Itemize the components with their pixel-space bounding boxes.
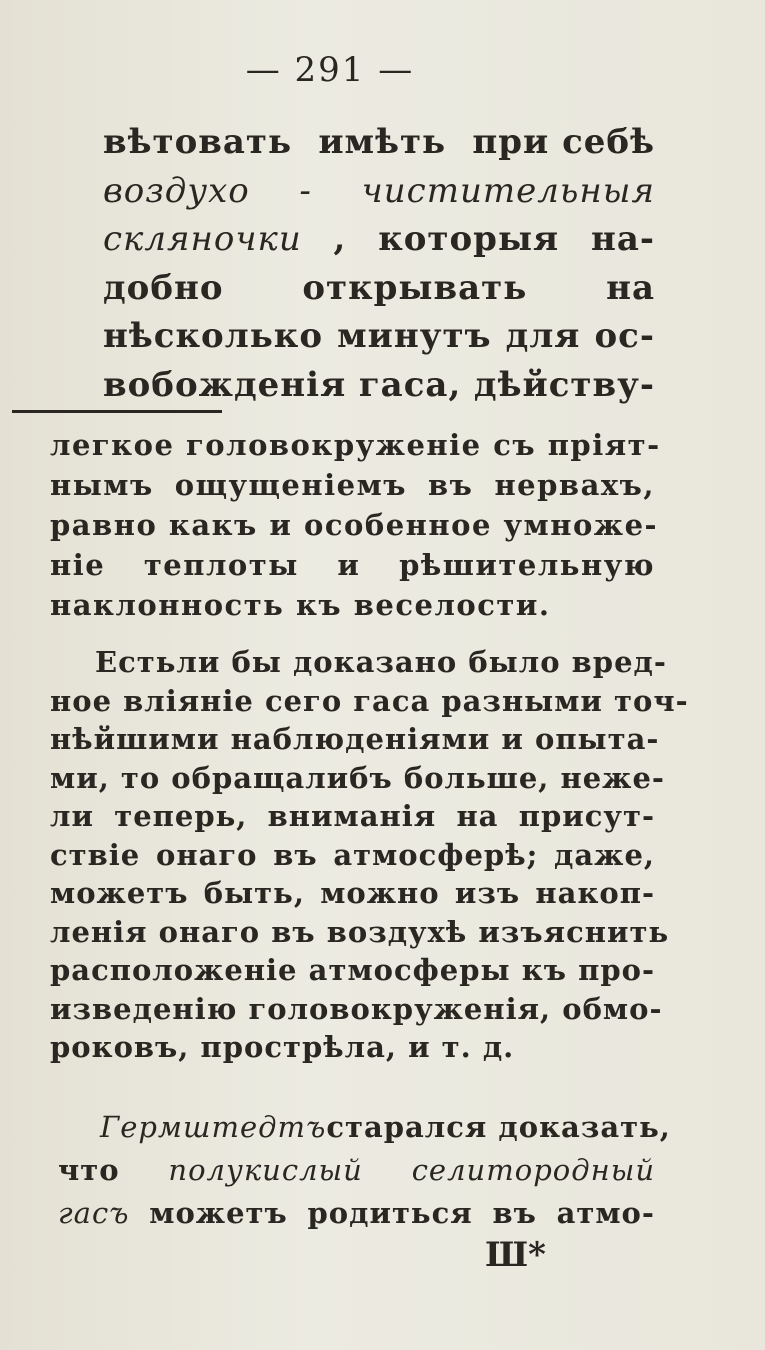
text-line xyxy=(103,171,655,211)
text-line: изведенію головокруженія, обмо- xyxy=(50,991,663,1026)
word: гаса, xyxy=(358,364,462,405)
text-line: ніе теплоты и рѣшительную xyxy=(50,548,655,582)
word: ос- xyxy=(594,316,655,356)
text-line: наклонность къ веселости. xyxy=(50,588,551,622)
text-line xyxy=(100,1110,671,1144)
word: что xyxy=(58,1153,120,1187)
footnote-rule xyxy=(12,410,222,413)
text-line xyxy=(103,316,655,356)
page-number: — 291 — xyxy=(245,50,415,90)
word: на xyxy=(606,267,655,308)
text-line: нѣйшими наблюденіями и опыта- xyxy=(50,722,660,756)
word: на- xyxy=(590,219,655,259)
word: скляночки xyxy=(103,219,302,259)
text-line: роковъ, прострѣла, и т. д. xyxy=(50,1030,515,1064)
word: для xyxy=(505,316,581,356)
word: вобожденія xyxy=(103,364,347,405)
text-line xyxy=(103,122,655,162)
word: атмо- xyxy=(556,1196,655,1230)
word: въ xyxy=(492,1196,537,1230)
text-line xyxy=(58,1196,655,1230)
text-line: ствіе онаго въ атмосферѣ; даже, xyxy=(50,837,655,872)
word: чистительныя xyxy=(361,170,655,211)
text-line: ли теперь, вниманія на присут- xyxy=(50,799,655,833)
word: , xyxy=(333,219,347,259)
text-line: можетъ быть, можно изъ накоп- xyxy=(50,876,655,910)
word: добно xyxy=(103,267,224,308)
text-line: ми, то обращалибъ больше, неже- xyxy=(50,760,665,795)
word: - xyxy=(299,170,312,211)
word: селитородный xyxy=(411,1153,655,1187)
text-line: нымъ ощущеніемъ въ нервахъ, xyxy=(50,468,655,502)
word: родиться xyxy=(307,1196,473,1230)
word: полукислый xyxy=(168,1153,363,1187)
word: можетъ xyxy=(149,1196,288,1230)
signature-mark: Ш* xyxy=(485,1235,546,1275)
word: старался доказать, xyxy=(326,1110,671,1144)
word: воздухо xyxy=(103,170,250,211)
word: которыя xyxy=(378,219,560,259)
text-line xyxy=(103,365,655,405)
word: открывать xyxy=(302,267,528,308)
word: имѣть xyxy=(318,122,447,162)
text-line: ленія онаго въ воздухѣ изъяснить xyxy=(50,914,670,949)
text-line xyxy=(103,219,655,259)
word: Гермштедтъ xyxy=(100,1110,327,1144)
word: вѣтовать xyxy=(103,122,293,162)
word: гасъ xyxy=(58,1196,130,1230)
text-line: Естьли бы доказано было вред- xyxy=(95,645,667,679)
text-line: легкое головокруженіе съ пріят- xyxy=(50,428,661,462)
text-line: расположеніе атмосферы къ про- xyxy=(50,953,655,987)
text-line: равно какъ и особенное умноже- xyxy=(50,508,659,542)
word: дѣйству- xyxy=(473,364,655,405)
text-line xyxy=(58,1153,655,1187)
word: при себѣ xyxy=(472,122,655,162)
text-line xyxy=(103,268,655,308)
word: нѣсколько xyxy=(103,316,324,356)
text-line: ное вліяніе сего гаса разными точ- xyxy=(50,683,689,718)
word: минутъ xyxy=(337,316,492,356)
